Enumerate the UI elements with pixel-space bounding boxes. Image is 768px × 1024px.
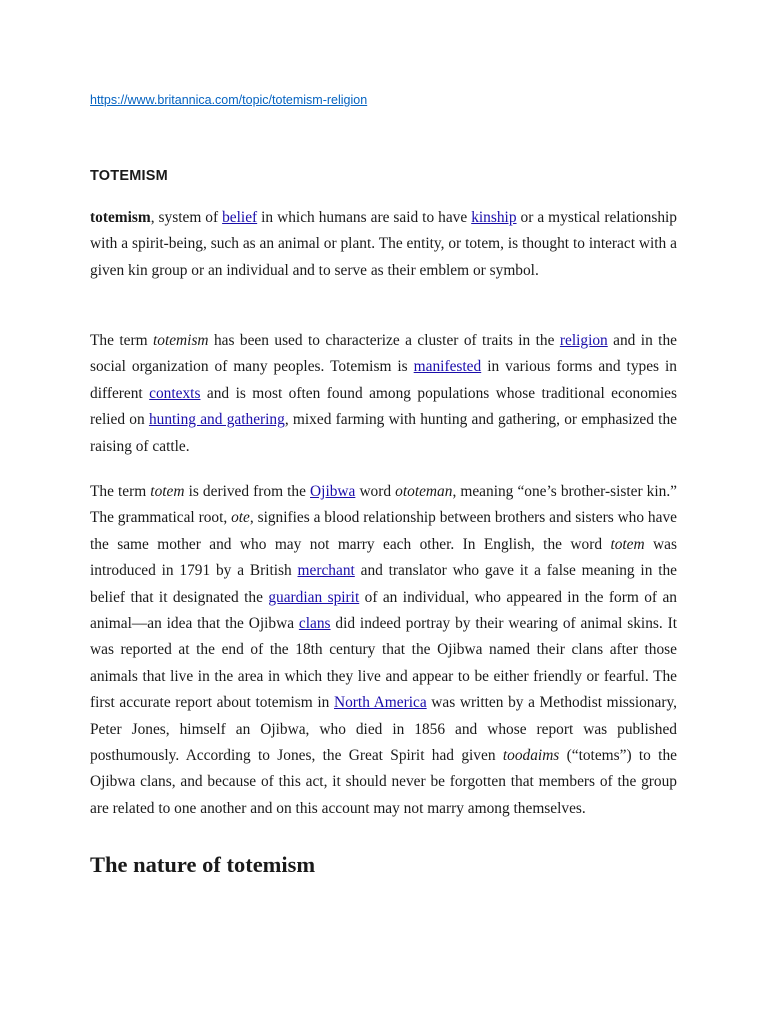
inline-link[interactable]: Ojibwa xyxy=(310,483,356,500)
inline-link[interactable]: hunting and gathering xyxy=(148,411,285,429)
italic-term: totemism xyxy=(152,332,209,349)
paragraph-etymology xyxy=(90,479,677,822)
text-run: , mixed farming with hunting and gathering, or emphasized the raising of cattle. xyxy=(90,411,677,455)
paragraph-intro xyxy=(90,205,677,284)
text-run: word xyxy=(355,483,396,500)
italic-term: totem xyxy=(150,483,185,500)
inline-link[interactable]: belief xyxy=(222,209,258,226)
document-heading: TOTEMISM xyxy=(90,168,168,184)
text-run: , system of xyxy=(150,209,223,226)
inline-link[interactable]: kinship xyxy=(471,209,517,226)
text-run: did indeed portray by their wearing of animal skins. It was reported at the end of the 18th century that the Ojibwa named their clans after those animals that live in the area in which they live and appear to be either friendly or fearful. The first accurate report about totemism in xyxy=(90,615,677,712)
text-run: or a mystical relationship with a spirit-being, such as an animal or plant. The entity, or totem, is thought to interact with a given kin group or an individual and to serve as their emblem or symbol. xyxy=(90,209,677,279)
text-run: The term xyxy=(90,332,153,349)
text-run: of an individual, who appeared in the form of an animal—an idea that the Ojibwa xyxy=(90,588,677,633)
paragraph-term xyxy=(90,328,677,460)
inline-link[interactable]: contexts xyxy=(149,384,201,402)
inline-link[interactable]: guardian spirit xyxy=(268,588,360,606)
text-run: in various forms and types in different xyxy=(90,358,677,402)
text-run: and translator who gave it a false meaning in the belief that it designated the xyxy=(90,562,677,606)
italic-term: totem xyxy=(610,535,645,553)
text-run: The term xyxy=(90,483,151,500)
italic-term: toodaims xyxy=(502,747,560,765)
text-run: (“totems”) to the Ojibwa clans, and because of this act, it should never be forgotten that members of the group are related to one another and on this account may not marry among themselves. xyxy=(90,747,677,817)
text-run: and in the social organization of many peoples. Totemism is xyxy=(90,332,677,376)
text-run: has been used to characterize a cluster of traits in the xyxy=(208,332,560,349)
source-url-link[interactable]: https://www.britannica.com/topic/totemism-religion xyxy=(90,93,368,107)
bold-term: totemism xyxy=(90,209,151,226)
text-run: and is most often found among populations whose traditional economies relied on xyxy=(90,384,677,429)
text-run: , signifies a blood relationship between brothers and sisters who have the same mother and who may not marry each other. In English, the word xyxy=(90,509,677,553)
text-run: was written by a Methodist missionary, Peter Jones, himself an Ojibwa, who died in 1856 and whose report was published posthumously. According to Jones, the Great Spirit had given xyxy=(90,694,677,765)
text-run: is derived from the xyxy=(184,483,311,500)
inline-link[interactable]: religion xyxy=(559,332,608,349)
italic-term: ote xyxy=(231,509,250,527)
italic-term: ototeman xyxy=(395,483,453,500)
text-run: was introduced in 1791 by a British xyxy=(90,535,677,580)
text-run: in which humans are said to have xyxy=(257,209,472,226)
inline-link[interactable]: North America xyxy=(334,694,427,712)
text-run: , meaning “one’s brother-sister kin.” The grammatical root, xyxy=(90,483,678,527)
inline-link[interactable]: manifested xyxy=(413,358,482,376)
inline-link[interactable]: clans xyxy=(298,615,331,633)
section-heading: The nature of totemism xyxy=(90,852,316,877)
inline-link[interactable]: merchant xyxy=(297,562,355,580)
